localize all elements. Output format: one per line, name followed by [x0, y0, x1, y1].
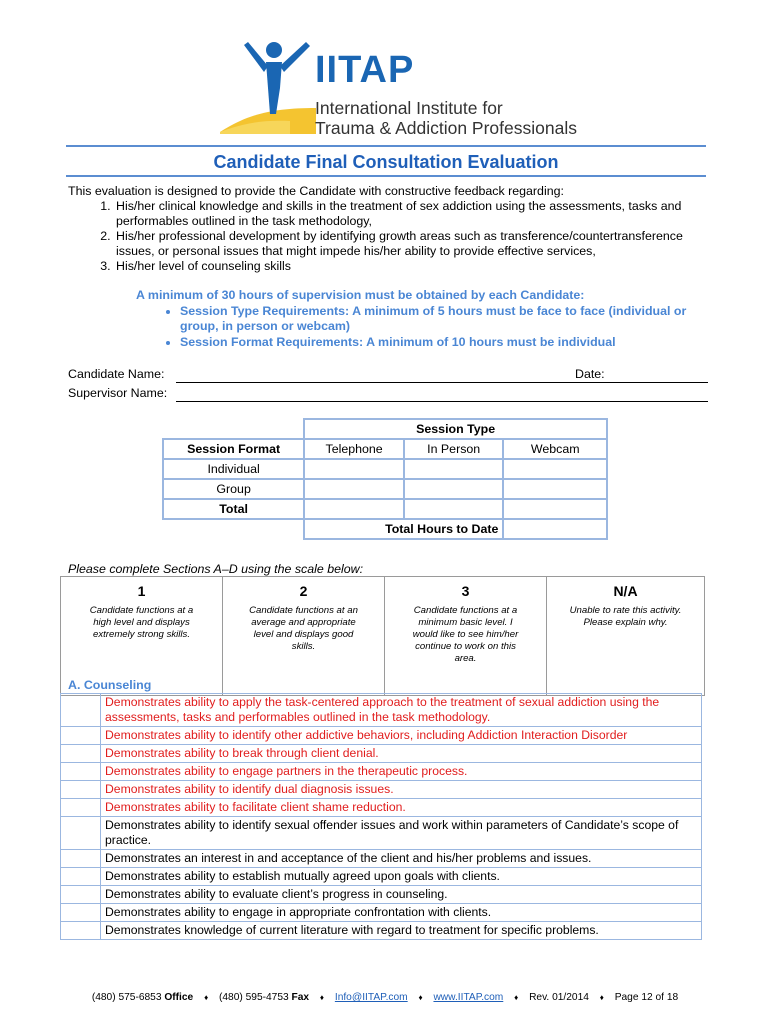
rating-cell[interactable]: [61, 886, 101, 904]
footer: [0, 992, 770, 1003]
column-header: Telephone: [304, 439, 404, 459]
requirements-list: [136, 304, 716, 351]
rating-cell[interactable]: [61, 694, 101, 727]
competency-item: Demonstrates ability to identify sexual offender issues and work within parameters of Candidate’s scope of practice.: [101, 817, 702, 850]
table-row: [61, 817, 702, 850]
logo-tagline-2: Trauma & Addiction Professionals: [315, 118, 577, 138]
fax-label: Fax: [291, 992, 310, 1003]
office-phone: (480) 575-6853: [91, 992, 162, 1003]
intro-block: [68, 184, 708, 274]
intro-list: [68, 199, 708, 274]
hours-cell[interactable]: [503, 459, 607, 479]
figure-logo-icon: [218, 36, 318, 136]
diamond-separator-icon: ♦: [514, 993, 519, 1002]
supervisor-name-field[interactable]: [176, 401, 708, 402]
logo-wordmark: IITAP: [315, 49, 415, 91]
session-table: [162, 418, 608, 540]
table-row: [61, 727, 702, 745]
competency-item: Demonstrates ability to break through client denial.: [101, 745, 702, 763]
rating-cell[interactable]: [61, 727, 101, 745]
competency-item: Demonstrates ability to identify other addictive behaviors, including Addiction Interaction Disorder: [101, 727, 702, 745]
office-label: Office: [164, 992, 194, 1003]
rating-cell[interactable]: [61, 904, 101, 922]
logo-tagline-1: International Institute for: [315, 98, 503, 118]
rating-cell[interactable]: [61, 868, 101, 886]
table-row: [61, 904, 702, 922]
competency-item: Demonstrates knowledge of current literature with regard to treatment for specific problems.: [101, 922, 702, 940]
competency-item: Demonstrates ability to facilitate client shame reduction.: [101, 799, 702, 817]
revision: Rev. 01/2014: [529, 992, 589, 1003]
website-link[interactable]: www.IITAP.com: [433, 992, 504, 1003]
diamond-separator-icon: ♦: [599, 993, 604, 1002]
row-label: Individual: [163, 459, 304, 479]
requirements-lead: A minimum of 30 hours of supervision must be obtained by each Candidate:: [136, 288, 585, 302]
competency-item: Demonstrates ability to evaluate client’s progress in counseling.: [101, 886, 702, 904]
total-hours-label: Total Hours to Date: [304, 519, 503, 539]
diamond-separator-icon: ♦: [319, 993, 325, 1002]
rating-cell[interactable]: [61, 745, 101, 763]
intro-item: 2. His/her professional development by identifying growth areas such as transference/countertransference issues, or personal issues that might impede his/her ability to provide effective services,: [114, 229, 708, 259]
scale-description: Unable to rate this activity. Please explain why.: [547, 605, 705, 695]
fax-phone: (480) 595-4753: [219, 992, 289, 1003]
table-row: [61, 781, 702, 799]
session-type-header: Session Type: [304, 419, 607, 439]
hours-cell[interactable]: [304, 459, 404, 479]
competency-item: Demonstrates ability to engage in appropriate confrontation with clients.: [101, 904, 702, 922]
competency-item: Demonstrates ability to establish mutually agreed upon goals with clients.: [101, 868, 702, 886]
iitap-logo: [218, 36, 578, 146]
section-a-table: [60, 693, 702, 940]
scale-level: 3: [385, 577, 547, 606]
email-link[interactable]: Info@IITAP.com: [334, 992, 408, 1003]
table-row: [61, 745, 702, 763]
candidate-name-field[interactable]: [176, 382, 708, 383]
date-label: Date:: [575, 367, 605, 381]
intro-item: 1. His/her clinical knowledge and skills in the treatment of sex addiction using the assessments, tasks and performables outlined in the task methodology,: [114, 199, 708, 229]
rating-cell[interactable]: [61, 763, 101, 781]
scale-level: 1: [61, 577, 223, 606]
supervisor-name-label: Supervisor Name:: [68, 386, 168, 400]
requirement-item: • Session Type Requirements: A minimum of 5 hours must be face to face (individual or group, in person or webcam): [180, 304, 716, 335]
rating-cell[interactable]: [61, 850, 101, 868]
hours-cell[interactable]: [404, 479, 504, 499]
scale-description: Candidate functions at a high level and displays extremely strong skills.: [61, 605, 223, 695]
rating-cell[interactable]: [61, 799, 101, 817]
row-label: Total: [163, 499, 304, 519]
table-row: [61, 868, 702, 886]
candidate-name-label: Candidate Name:: [68, 367, 165, 381]
scale-description: Candidate functions at a minimum basic level. I would like to see him/her continue to work on this area.: [385, 605, 547, 695]
page-number: Page 12 of 18: [614, 992, 679, 1003]
rating-cell[interactable]: [61, 817, 101, 850]
rating-cell[interactable]: [61, 922, 101, 940]
table-row: [61, 763, 702, 781]
table-row: [61, 694, 702, 727]
session-format-header: Session Format: [163, 439, 304, 459]
intro-item: 3. His/her level of counseling skills: [114, 259, 708, 274]
hours-cell[interactable]: [404, 459, 504, 479]
hours-cell[interactable]: [503, 479, 607, 499]
diamond-separator-icon: ♦: [204, 993, 209, 1002]
row-label: Group: [163, 479, 304, 499]
rating-cell[interactable]: [61, 781, 101, 799]
title-bar: [66, 145, 706, 177]
section-a-heading: A. Counseling: [68, 678, 152, 692]
requirements-block: [136, 288, 716, 350]
total-hours-cell[interactable]: [503, 519, 607, 539]
table-row: [61, 850, 702, 868]
table-row: [61, 886, 702, 904]
competency-item: Demonstrates ability to apply the task-centered approach to the treatment of sexual addiction using the assessments, tasks and performables outlined in the task methodology.: [101, 694, 702, 727]
intro-lead: This evaluation is designed to provide the Candidate with constructive feedback regarding:: [68, 184, 564, 198]
scale-intro: Please complete Sections A–D using the scale below:: [68, 562, 364, 576]
scale-description: Candidate functions at an average and appropriate level and displays good skills.: [223, 605, 385, 695]
diamond-separator-icon: ♦: [418, 993, 423, 1002]
table-row: [61, 922, 702, 940]
column-header: In Person: [404, 439, 504, 459]
hours-cell[interactable]: [304, 479, 404, 499]
competency-item: Demonstrates an interest in and acceptance of the client and his/her problems and issues.: [101, 850, 702, 868]
hours-cell[interactable]: [404, 499, 504, 519]
requirement-item: • Session Format Requirements: A minimum of 10 hours must be individual: [180, 335, 716, 351]
scale-level: 2: [223, 577, 385, 606]
competency-item: Demonstrates ability to identify dual diagnosis issues.: [101, 781, 702, 799]
scale-level: N/A: [547, 577, 705, 606]
hours-cell[interactable]: [503, 499, 607, 519]
column-header: Webcam: [503, 439, 607, 459]
hours-cell[interactable]: [304, 499, 404, 519]
table-row: [61, 799, 702, 817]
competency-item: Demonstrates ability to engage partners in the therapeutic process.: [101, 763, 702, 781]
page-title: Candidate Final Consultation Evaluation: [213, 152, 559, 172]
rating-scale: [60, 576, 705, 696]
